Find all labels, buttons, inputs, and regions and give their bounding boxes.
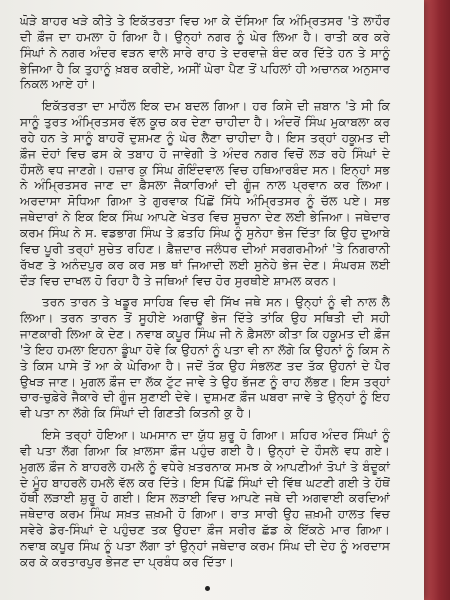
paragraph-3: ਤਰਨ ਤਾਰਨ ਤੇ ਖਡੂਰ ਸਾਹਿਬ ਵਿਚ ਵੀ ਸਿੱਖ ਜਥੇ ਸਨ। ਉਨ੍ਹਾਂ ਨੂੰ ਵੀ ਨਾਲ ਲੈ ਲਿਆ। ਤਰਨ ਤਾਰਨ ਤੋਂ ਸੂਹੀਏ ਅਗਾਊਂ ਭੇਜ ਦਿੱਤੇ ਤਾਂਕਿ ਉਹ ਸਥਿਤੀ ਦੀ ਸਹੀ ਜਾਣਕਾਰੀ ਲਿਆ ਕੇ ਦੇਣ। ਨਵਾਬ ਕਪੂਰ ਸਿੰਘ ਜੀ ਨੇ ਫ਼ੈਸਲਾ ਕੀਤਾ ਕਿ ਹਕੂਮਤ ਦੀ ਫ਼ੌਜ 'ਤੇ ਇਹ ਹਮਲਾ ਇਹਨਾ ਡੂੰਘਾ ਹੋਵੇ ਕਿ ਉਹਨਾਂ ਨੂੰ ਪਤਾ ਵੀ ਨਾ ਲੱਗੇ ਕਿ ਉਹਨਾਂ ਨੂੰ ਕਿਸ ਨੇ ਤੇ ਕਿਸ ਪਾਸੇ ਤੋਂ ਆ ਕੇ ਘੇਰਿਆ ਹੈ। ਜਦੋਂ ਤੱਕ ਉਹ ਸੰਭਲਣ ਤਦ ਤੱਕ ਉਹਨਾਂ ਦੇ ਪੈਰ ਉਖੜ ਜਾਣ। ਮੁਗਲ ਫ਼ੌਜ ਦਾ ਲੱਕ ਟੁੱਟ ਜਾਵੇ ਤੇ ਉਹ ਭੱਜਣ ਨੂੰ ਰਾਹ ਲੱਭਣ। ਇਸ ਤਰ੍ਹਾਂ ਚਾਰ-ਚੁਫ਼ੇਰੇ ਜੈਕਾਰੇ ਦੀ ਗੂੰਜ ਸੁਣਾਈ ਦੇਵੇ। ਦੁਸ਼ਮਣ ਫ਼ੌਜ ਘਬਰਾ ਜਾਵੇ ਤੇ ਉਨ੍ਹਾਂ ਨੂੰ ਇਹ ਵੀ ਪਤਾ ਨਾ ਲੱਗੇ ਕਿ ਸਿੰਘਾਂ ਦੀ ਗਿਣਤੀ ਕਿਤਨੀ ਕੁ ਹੈ। — [20, 295, 390, 421]
paragraph-1: ਘੋੜੇ ਬਾਹਰ ਖੜੇ ਕੀਤੇ ਤੇ ਇਕੱਤਰਤਾ ਵਿਚ ਆ ਕੇ ਦੱਸਿਆ ਕਿ ਅੰਮ੍ਰਿਤਸਰ 'ਤੇ ਲਾਹੌਰ ਦੀ ਫ਼ੌਜ ਦਾ ਹਮਲਾ ਹੋ ਗਿਆ ਹੈ। ਉਨ੍ਹਾਂ ਨਗਰ ਨੂੰ ਘੇਰ ਲਿਆ ਹੈ। ਰਾਤੀ ਕਰ ਕਰੇ ਸਿੰਘਾਂ ਨੇ ਨਗਰ ਅੰਦਰ ਵੜਨ ਵਾਲੇ ਸਾਰੇ ਰਾਹ ਤੇ ਦਰਵਾਜ਼ੇ ਬੰਦ ਕਰ ਦਿੱਤੇ ਹਨ ਤੇ ਸਾਨੂੰ ਭੇਜਿਆ ਹੈ ਕਿ ਤੁਹਾਨੂੰ ਖ਼ਬਰ ਕਰੀਏ, ਅਸੀਂ ਘੇਰਾ ਪੈਣ ਤੋਂ ਪਹਿਲਾਂ ਹੀ ਅਚਾਨਕ ਅਨੁਸਾਰ ਨਿਕਲ ਆਏ ਹਾਂ। — [20, 14, 390, 92]
paragraph-2: ਇਕੱਤਰਤਾ ਦਾ ਮਾਹੌਲ ਇਕ ਦਮ ਬਦਲ ਗਿਆ। ਹਰ ਕਿਸੇ ਦੀ ਜ਼ਬਾਨ 'ਤੇ ਸੀ ਕਿ ਸਾਨੂੰ ਤੁਰਤ ਅੰਮ੍ਰਿਤਸਰ ਵੱਲ ਕੂਚ ਕਰ ਦੇਣਾ ਚਾਹੀਦਾ ਹੈ। ਅੰਦਰੋਂ ਸਿੰਘ ਮੁਕਾਬਲਾ ਕਰ ਰਹੇ ਹਨ ਤੇ ਸਾਨੂੰ ਬਾਹਰੋਂ ਦੁਸ਼ਮਣ ਨੂੰ ਘੇਰ ਲੈਣਾ ਚਾਹੀਦਾ ਹੈ। ਇਸ ਤਰ੍ਹਾਂ ਹਕੂਮਤ ਦੀ ਫ਼ੌਜ ਦੋਹਾਂ ਵਿਚ ਫਸ ਕੇ ਤਬਾਹ ਹੋ ਜਾਵੇਗੀ ਤੇ ਅੰਦਰ ਨਗਰ ਵਿਚੋਂ ਲੜ ਰਹੇ ਸਿੰਘਾਂ ਦੇ ਹੌਸਲੇ ਵਧ ਜਾਣਗੇ। ਹਜ਼ਾਰ ਕੁ ਸਿੰਘ ਗੋਇੰਦਵਾਲ ਵਿਚ ਹਥਿਆਰਬੰਦ ਸਨ। ਇਨ੍ਹਾਂ ਸਭ ਨੇ ਅੰਮ੍ਰਿਤਸਰ ਜਾਣ ਦਾ ਫ਼ੈਸਲਾ ਜੈਕਾਰਿਆਂ ਦੀ ਗੂੰਜ ਨਾਲ ਪ੍ਰਵਾਨ ਕਰ ਲਿਆ। ਅਰਦਾਸਾ ਸੋਧਿਆ ਗਿਆ ਤੇ ਗੁਰਵਾਕ ਪਿੱਛੋਂ ਸਿੱਧੇ ਅੰਮ੍ਰਿਤਸਰ ਨੂੰ ਚੱਲ ਪਏ। ਸਭ ਜਥੇਦਾਰਾਂ ਨੇ ਇਕ ਇਕ ਸਿੰਘ ਆਪਣੇ ਖੇਤਰ ਵਿਚ ਸੂਚਨਾ ਦੇਣ ਲਈ ਭੇਜਿਆ। ਜਥੇਦਾਰ ਕਰਮ ਸਿੰਘ ਨੇ ਸ. ਵਡਭਾਗ ਸਿੰਘ ਤੇ ਫ਼ਤਹਿ ਸਿੰਘ ਨੂੰ ਸੁਨੇਹਾ ਭੇਜ ਦਿੱਤਾ ਕਿ ਉਹ ਦੁਆਬੇ ਵਿਚ ਪੂਰੀ ਤਰ੍ਹਾਂ ਸੁਚੇਤ ਰਹਿਣ। ਫ਼ੈਜ਼ਦਾਰ ਜਲੰਧਰ ਦੀਆਂ ਸਰਗਰਮੀਆਂ 'ਤੇ ਨਿਗਰਾਨੀ ਰੱਖਣ ਤੇ ਅਨੰਦਪੁਰ ਕਰ ਕਰ ਸਭ ਥਾਂ ਜਿਆਦੀ ਲਈ ਸੁਨੇਹੇ ਭੇਜ ਦੇਣ। ਸੰਘਰਸ਼ ਲਈ ਦੌੜ ਵਿਚ ਦਾਖਲ ਹੋ ਰਿਹਾ ਹੈ ਤੇ ਜਥਿਆਂ ਵਿਚ ਹੋਰ ਸੁਰਥੀਏ ਸ਼ਾਮਲ ਕਰਨ। — [20, 99, 390, 288]
paragraph-4: ਇਸੇ ਤਰ੍ਹਾਂ ਹੋਇਆ। ਘਮਸਾਨ ਦਾ ਯੁੱਧ ਸ਼ੁਰੂ ਹੋ ਗਿਆ। ਸ਼ਹਿਰ ਅੰਦਰ ਸਿੰਘਾਂ ਨੂੰ ਵੀ ਪਤਾ ਲੱਗ ਗਿਆ ਕਿ ਖ਼ਾਲਸਾ ਫ਼ੌਜ ਪਹੁੰਚ ਗਈ ਹੈ। ਉਨ੍ਹਾਂ ਦੇ ਹੌਸਲੇ ਵਧ ਗਏ। ਮੁਗਲ ਫ਼ੌਜ ਨੇ ਬਾਹਰਲੇ ਹਮਲੇ ਨੂੰ ਵਧੇਰੇ ਖ਼ਤਰਨਾਕ ਸਮਝ ਕੇ ਆਪਣੀਆਂ ਤੋਪਾਂ ਤੇ ਬੰਦੂਕਾਂ ਦੇ ਮੂੰਹ ਬਾਹਰਲੇ ਹਮਲੇ ਵੱਲ ਕਰ ਦਿੱਤੇ। ਇਸ ਪਿੱਛੋਂ ਸਿੰਘਾਂ ਦੀ ਵਿੱਥ ਘਟਣੀ ਗਈ ਤੇ ਹੱਥੋਂ ਹੱਥੀ ਲੜਾਈ ਸ਼ੁਰੂ ਹੋ ਗਈ। ਇਸ ਲੜਾਈ ਵਿਚ ਆਪਣੇ ਜਥੇ ਦੀ ਅਗਵਾਈ ਕਰਦਿਆਂ ਜਥੇਦਾਰ ਕਰਮ ਸਿੰਘ ਸਖ਼ਤ ਜ਼ਖ਼ਮੀ ਹੋ ਗਿਆ। ਰਾਤ ਸਾਰੀ ਉਹ ਜ਼ਖ਼ਮੀ ਹਾਲਤ ਵਿਚ ਸਵੇਰੇ ਡੇਰ-ਸਿੰਘਾਂ ਦੇ ਪਹੁੰਚਣ ਤਕ ਉਹਦਾ ਫ਼ੌਜ ਸਰੀਰ ਛੱਡ ਕੇ ਇੱਕਠੇ ਮਾਰ ਗਿਆ। ਨਵਾਬ ਕਪੂਰ ਸਿੰਘ ਨੂੰ ਪਤਾ ਲੱਗਾ ਤਾਂ ਉਨ੍ਹਾਂ ਜਥੇਦਾਰ ਕਰਮ ਸਿੰਘ ਦੀ ਦੇਹ ਨੂੰ ਅਰਦਾਸ ਕਰ ਕੇ ਕਰਤਾਰਪੁਰ ਭੇਜਣ ਦਾ ਪ੍ਰਬੰਧ ਕਰ ਦਿੱਤਾ। — [20, 428, 390, 569]
page-text-body — [20, 14, 390, 571]
book-cover-edge — [424, 0, 450, 600]
page-bottom-dot — [205, 586, 210, 591]
